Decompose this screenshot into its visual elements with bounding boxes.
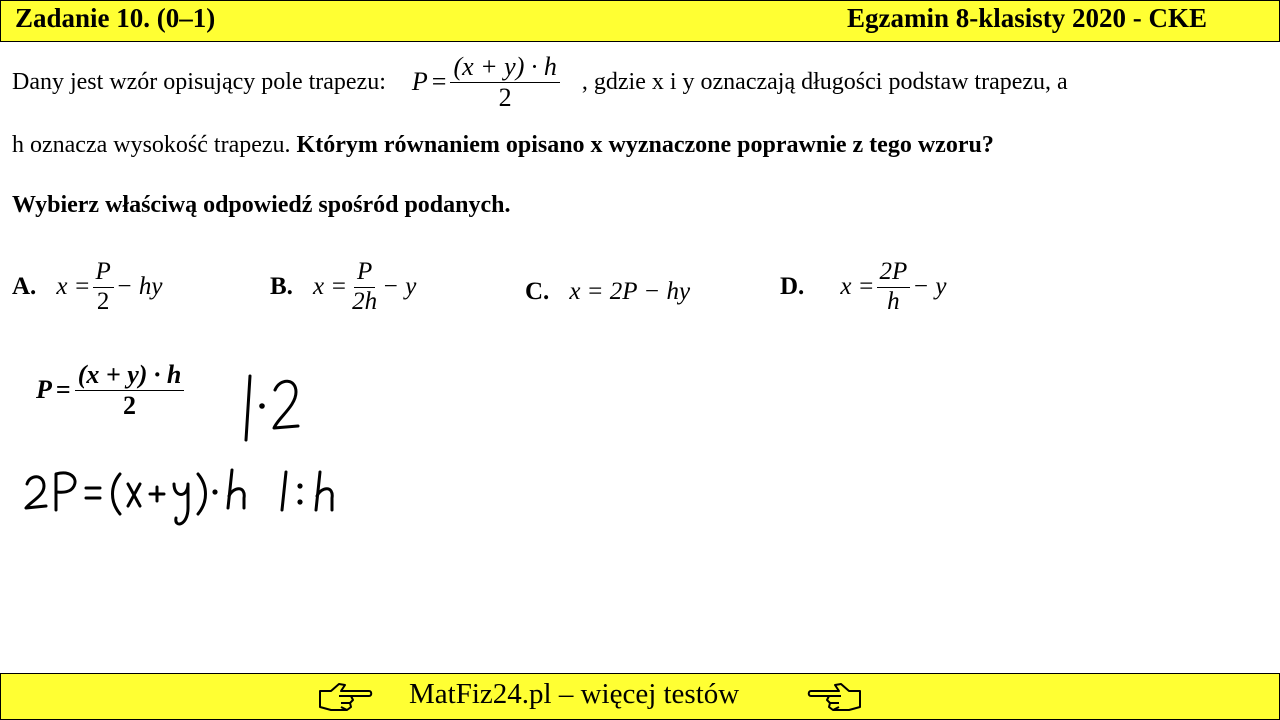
option-b[interactable]: [270, 258, 416, 317]
option-d-fraction: [877, 258, 911, 317]
option-d-lhs: x =: [840, 273, 875, 301]
formula-fraction: [450, 52, 559, 113]
pointing-right-hand-icon: [317, 681, 373, 718]
option-d-label: D.: [780, 273, 805, 301]
option-c-label: C.: [525, 278, 550, 305]
question-line-1: [12, 52, 1068, 113]
option-b-lhs: x =: [312, 273, 348, 301]
solution-denominator: 2: [123, 390, 137, 420]
option-b-fraction: [349, 258, 380, 317]
question-continuation: , gdzie x i y oznaczają długości podstaw trapezu, a: [581, 68, 1068, 95]
option-a-numerator: P: [93, 258, 114, 288]
solution-lhs: P: [36, 375, 52, 405]
option-d-denominator: h: [887, 287, 900, 315]
question-line-2: [12, 132, 994, 159]
option-b-label: B.: [270, 273, 293, 301]
handwritten-equation: [20, 462, 360, 542]
option-a-fraction: [93, 258, 114, 317]
option-c[interactable]: [525, 278, 690, 306]
option-d-rest: − y: [912, 273, 947, 301]
footer-bar: [0, 673, 1280, 720]
task-number: Zadanie 10. (0–1): [15, 3, 216, 33]
question-text-bold: Którym równaniem opisano x wyznaczone poprawnie z tego wzoru?: [296, 132, 994, 158]
solution-numerator: (x + y) · h: [75, 360, 185, 391]
formula-eq: =: [431, 67, 447, 97]
option-b-rest: − y: [382, 273, 417, 301]
handwritten-step2: [20, 462, 360, 547]
handwritten-step1-note: [238, 368, 308, 453]
exam-title: Egzamin 8-klasisty 2020 - CKE: [846, 3, 1207, 33]
handwritten-multiply-2: [238, 368, 308, 448]
option-b-denominator: 2h: [352, 287, 378, 315]
pointing-left-hand-icon: [807, 681, 863, 718]
formula-numerator: (x + y) · h: [450, 52, 559, 83]
option-b-numerator: P: [354, 258, 375, 288]
header-bar: [0, 0, 1280, 42]
option-d-numerator: 2P: [877, 258, 911, 288]
solution-fraction: [75, 360, 185, 421]
option-a-denominator: 2: [96, 287, 110, 315]
solution-eq: =: [55, 375, 71, 405]
option-a-label: A.: [12, 273, 37, 301]
option-c-equation: x = 2P − hy: [569, 278, 691, 305]
area-formula: [412, 52, 560, 113]
option-a[interactable]: [12, 258, 163, 317]
option-a-rest: − hy: [115, 273, 163, 301]
option-d[interactable]: [780, 258, 947, 317]
footer-link[interactable]: MatFiz24.pl – więcej testów: [409, 678, 740, 710]
option-a-lhs: x =: [56, 273, 91, 301]
solution-formula: [36, 360, 184, 421]
instruction: Wybierz właściwą odpowiedź spośród podanych.: [12, 192, 511, 218]
formula-lhs: P: [411, 67, 428, 97]
question-intro: Dany jest wzór opisujący pole trapezu:: [12, 68, 386, 95]
formula-denominator: 2: [498, 82, 512, 112]
question-text-plain: h oznacza wysokość trapezu.: [12, 132, 297, 158]
